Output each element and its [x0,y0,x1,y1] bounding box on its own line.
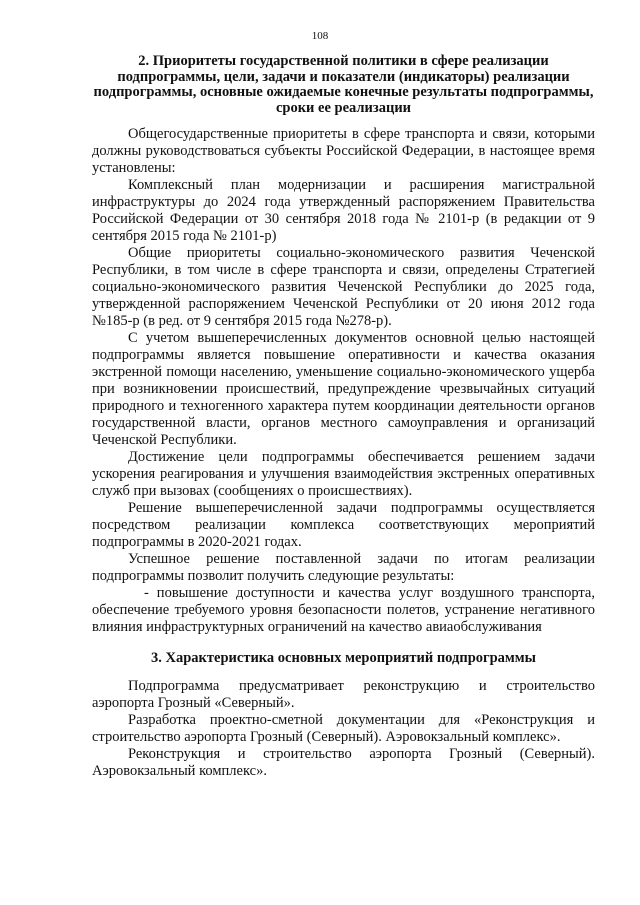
paragraph: Реконструкция и строительство аэропорта Грозный (Северный). Аэровокзальный комплекс». [92,746,595,779]
paragraph: Разработка проектно-сметной документации для «Реконструкция и строительство аэропорта Грозный (Северный). Аэровокзальный комплекс». [92,712,595,745]
paragraph: Комплексный план модернизации и расширения магистральной инфраструктуры до 2024 года утвержденный распоряжением Правительства Российской Федерации от 30 сентября 2018 года № 2101-р (в редакции от 9 сентября 2015 года № 2101-р) [92,177,595,244]
document-body [92,54,595,780]
paragraph: Решение вышеперечисленной задачи подпрограммы осуществляется посредством реализации комплекса соответствующих мероприятий подпрограммы в 2020-2021 годах. [92,500,595,550]
paragraph: Общегосударственные приоритеты в сфере транспорта и связи, которыми должны руководствоваться субъекты Российской Федерации, в настоящее время установлены: [92,126,595,176]
page-number: 108 [311,30,329,42]
paragraph: Успешное решение поставленной задачи по итогам реализации подпрограммы позволит получить следующие результаты: [92,551,595,584]
paragraph: Достижение цели подпрограммы обеспечивается решением задачи ускорения реагирования и улучшения взаимодействия экстренных оперативных служб при вызовах (сообщениях о происшествиях). [92,449,595,499]
paragraph: С учетом вышеперечисленных документов основной целью настоящей подпрограммы является повышение оперативности и качества оказания экстренной помощи населению, уменьшение социально-экономического ущерба при возникновении происшествий, предупреждение чрезвычайных ситуаций природного и техногенного характера путем координации деятельности органов государственной власти, органов местного самоуправления и организаций Чеченской Республики. [92,330,595,448]
result-list-item: - повышение доступности и качества услуг воздушного транспорта, обеспечение требуемого уровня безопасности полетов, устранение негативного влияния инфраструктурных ограничений на качество авиаобслуживания [92,585,595,635]
section-3-heading: 3. Характеристика основных мероприятий подпрограммы [151,650,536,666]
paragraph: Общие приоритеты социально-экономического развития Чеченской Республики, в том числе в сфере транспорта и связи, определены Стратегией социально-экономического развития Чеченской Республики до 2025 года, утвержденной распоряжением Чеченской Республики от 20 июня 2012 года №185-р (в ред. от 9 сентября 2015 года №278-р). [92,245,595,329]
paragraph: Подпрограмма предусматривает реконструкцию и строительство аэропорта Грозный «Северный». [92,678,595,711]
section-2-heading: 2. Приоритеты государственной политики в сфере реализации подпрограммы, цели, задачи и показатели (индикаторы) реализации подпрограммы, основные ожидаемые конечные результаты подпрограммы, сроки ее реализации [93,53,594,116]
